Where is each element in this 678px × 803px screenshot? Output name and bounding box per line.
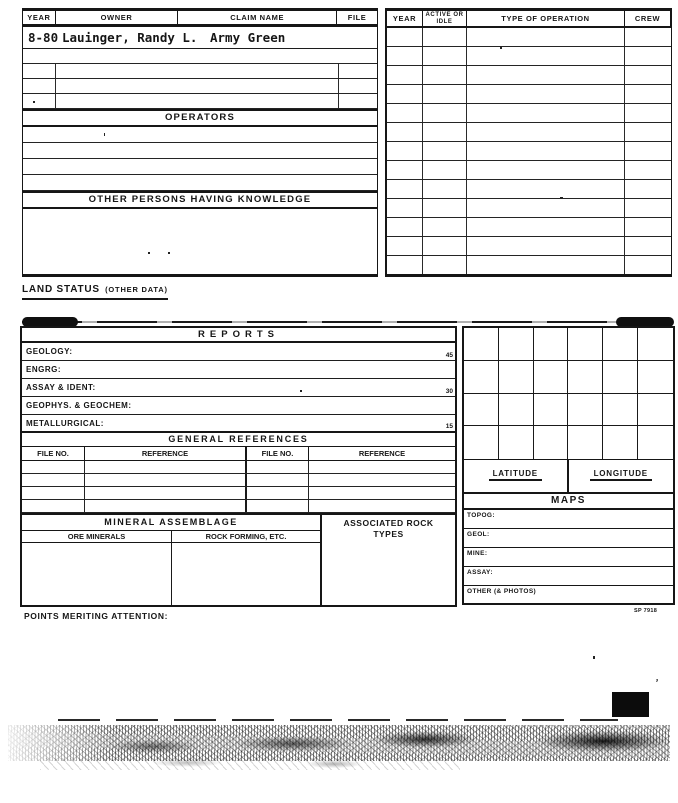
claims-table <box>22 8 378 277</box>
line-number: 45 <box>445 352 453 359</box>
lat-long-row <box>464 460 673 494</box>
blank-area <box>22 543 171 605</box>
claim-entry-row <box>23 27 377 49</box>
claims-table-header <box>23 11 377 27</box>
maps-title: MAPS <box>464 494 673 510</box>
reports-title: REPORTS <box>22 328 455 343</box>
report-label: METALLURGICAL: <box>26 419 104 428</box>
table-row <box>23 143 377 159</box>
table-row <box>23 94 377 109</box>
report-row-geology <box>22 343 455 361</box>
blank-area <box>172 543 320 605</box>
table-row <box>23 49 377 64</box>
column-header-year: YEAR <box>387 11 423 26</box>
form-number: SP 7918 <box>634 608 658 614</box>
longitude-label: LONGITUDE <box>590 469 652 481</box>
scan-noise-band <box>8 725 670 761</box>
table-row <box>387 85 671 104</box>
table-row <box>387 47 671 66</box>
entry-year: 8-80 <box>28 30 59 45</box>
column-header-year: YEAR <box>23 11 56 24</box>
scan-speck <box>168 252 170 254</box>
table-row <box>387 237 671 256</box>
column-header-owner: OWNER <box>56 11 178 24</box>
operations-table-body <box>387 28 671 274</box>
entry-claim-name: Army Green <box>210 30 286 45</box>
mineral-assemblage-block <box>22 515 322 605</box>
column-header-file-no: FILE NO. <box>247 447 309 460</box>
table-row <box>387 28 671 47</box>
scan-speck <box>104 133 105 136</box>
latitude-label: LATITUDE <box>489 469 542 481</box>
other-persons-section-header: OTHER PERSONS HAVING KNOWLEDGE <box>23 191 377 209</box>
scan-speck <box>500 46 502 49</box>
stray-tick-mark: ’ <box>653 677 659 690</box>
column-header-reference: REFERENCE <box>358 449 406 458</box>
land-status-label <box>22 279 168 300</box>
column-header-file: FILE <box>347 13 367 22</box>
operations-table-header <box>387 11 671 28</box>
table-row <box>387 123 671 142</box>
line-number: 15 <box>445 423 453 430</box>
table-row <box>387 180 671 199</box>
report-label: GEOLOGY: <box>26 347 73 356</box>
horizontal-divider <box>22 321 672 323</box>
operations-table <box>385 8 672 277</box>
table-row <box>22 500 455 513</box>
table-row <box>387 161 671 180</box>
map-row-geol: GEOL: <box>464 529 673 548</box>
scan-speck <box>148 252 150 254</box>
scan-noise-tail <box>40 758 460 770</box>
associated-rock-types-cell <box>322 515 455 605</box>
map-row-topog: TOPOG: <box>464 510 673 529</box>
table-row <box>387 104 671 123</box>
table-row <box>22 461 455 474</box>
general-references-header <box>22 447 455 461</box>
reports-section <box>20 326 457 607</box>
mineral-assemblage-title: MINERAL ASSEMBLAGE <box>22 515 320 531</box>
table-row <box>387 256 671 274</box>
map-row-other-photos: OTHER (& PHOTOS) <box>467 588 537 595</box>
latitude-cell <box>464 460 569 492</box>
column-header-ore-minerals: ORE MINERALS <box>22 531 171 543</box>
location-maps-panel <box>462 326 675 605</box>
rock-forming-column <box>172 531 320 605</box>
operators-section-header: OPERATORS <box>23 109 377 127</box>
scan-noise-line <box>58 719 618 721</box>
table-row <box>23 127 377 143</box>
table-row <box>387 66 671 85</box>
entry-owner: Lauinger, Randy L. <box>62 30 198 45</box>
map-row-assay: ASSAY: <box>464 567 673 586</box>
table-row <box>22 474 455 487</box>
table-row <box>387 199 671 218</box>
points-meriting-attention-label: POINTS MERITING ATTENTION: <box>24 611 169 621</box>
column-header-reference: REFERENCE <box>85 447 247 460</box>
scan-speck <box>593 656 595 659</box>
coordinate-grid <box>464 328 673 460</box>
black-ink-square <box>612 692 649 717</box>
report-row-metallurgical <box>22 415 455 433</box>
column-header-file-no: FILE NO. <box>22 447 85 460</box>
table-row <box>23 79 377 94</box>
column-header-type-of-operation: TYPE OF OPERATION <box>467 11 625 26</box>
line-number: 30 <box>445 388 453 395</box>
map-row-mine: MINE: <box>464 548 673 567</box>
table-row <box>22 487 455 500</box>
scan-speck <box>560 197 563 199</box>
land-status-main: LAND STATUS <box>22 284 100 295</box>
table-row <box>23 175 377 191</box>
column-header-claim-name: CLAIM NAME <box>178 11 337 24</box>
report-label: GEOPHYS. & GEOCHEM: <box>26 401 132 410</box>
report-row-geophys <box>22 397 455 415</box>
column-header-rock-forming: ROCK FORMING, ETC. <box>172 531 320 543</box>
table-row <box>387 142 671 161</box>
table-row <box>23 64 377 79</box>
longitude-cell <box>569 460 674 492</box>
general-references-title: GENERAL REFERENCES <box>22 433 455 447</box>
associated-rock-types-title: ASSOCIATED ROCK TYPES <box>343 518 434 539</box>
ore-minerals-column <box>22 531 172 605</box>
blank-area <box>23 209 377 274</box>
scan-speck <box>33 101 35 103</box>
column-header-active-or-idle: ACTIVE OR IDLE <box>423 11 467 26</box>
column-header-crew: CREW <box>625 11 671 26</box>
table-row <box>23 159 377 175</box>
mineral-assemblage-section <box>22 513 455 605</box>
report-row-assay <box>22 379 455 397</box>
land-status-sub: (OTHER DATA) <box>105 285 168 294</box>
scan-speck <box>300 390 302 392</box>
report-label: ASSAY & IDENT: <box>26 383 96 392</box>
report-label: ENGRG: <box>26 365 61 374</box>
report-row-engrg <box>22 361 455 379</box>
table-row <box>387 218 671 237</box>
